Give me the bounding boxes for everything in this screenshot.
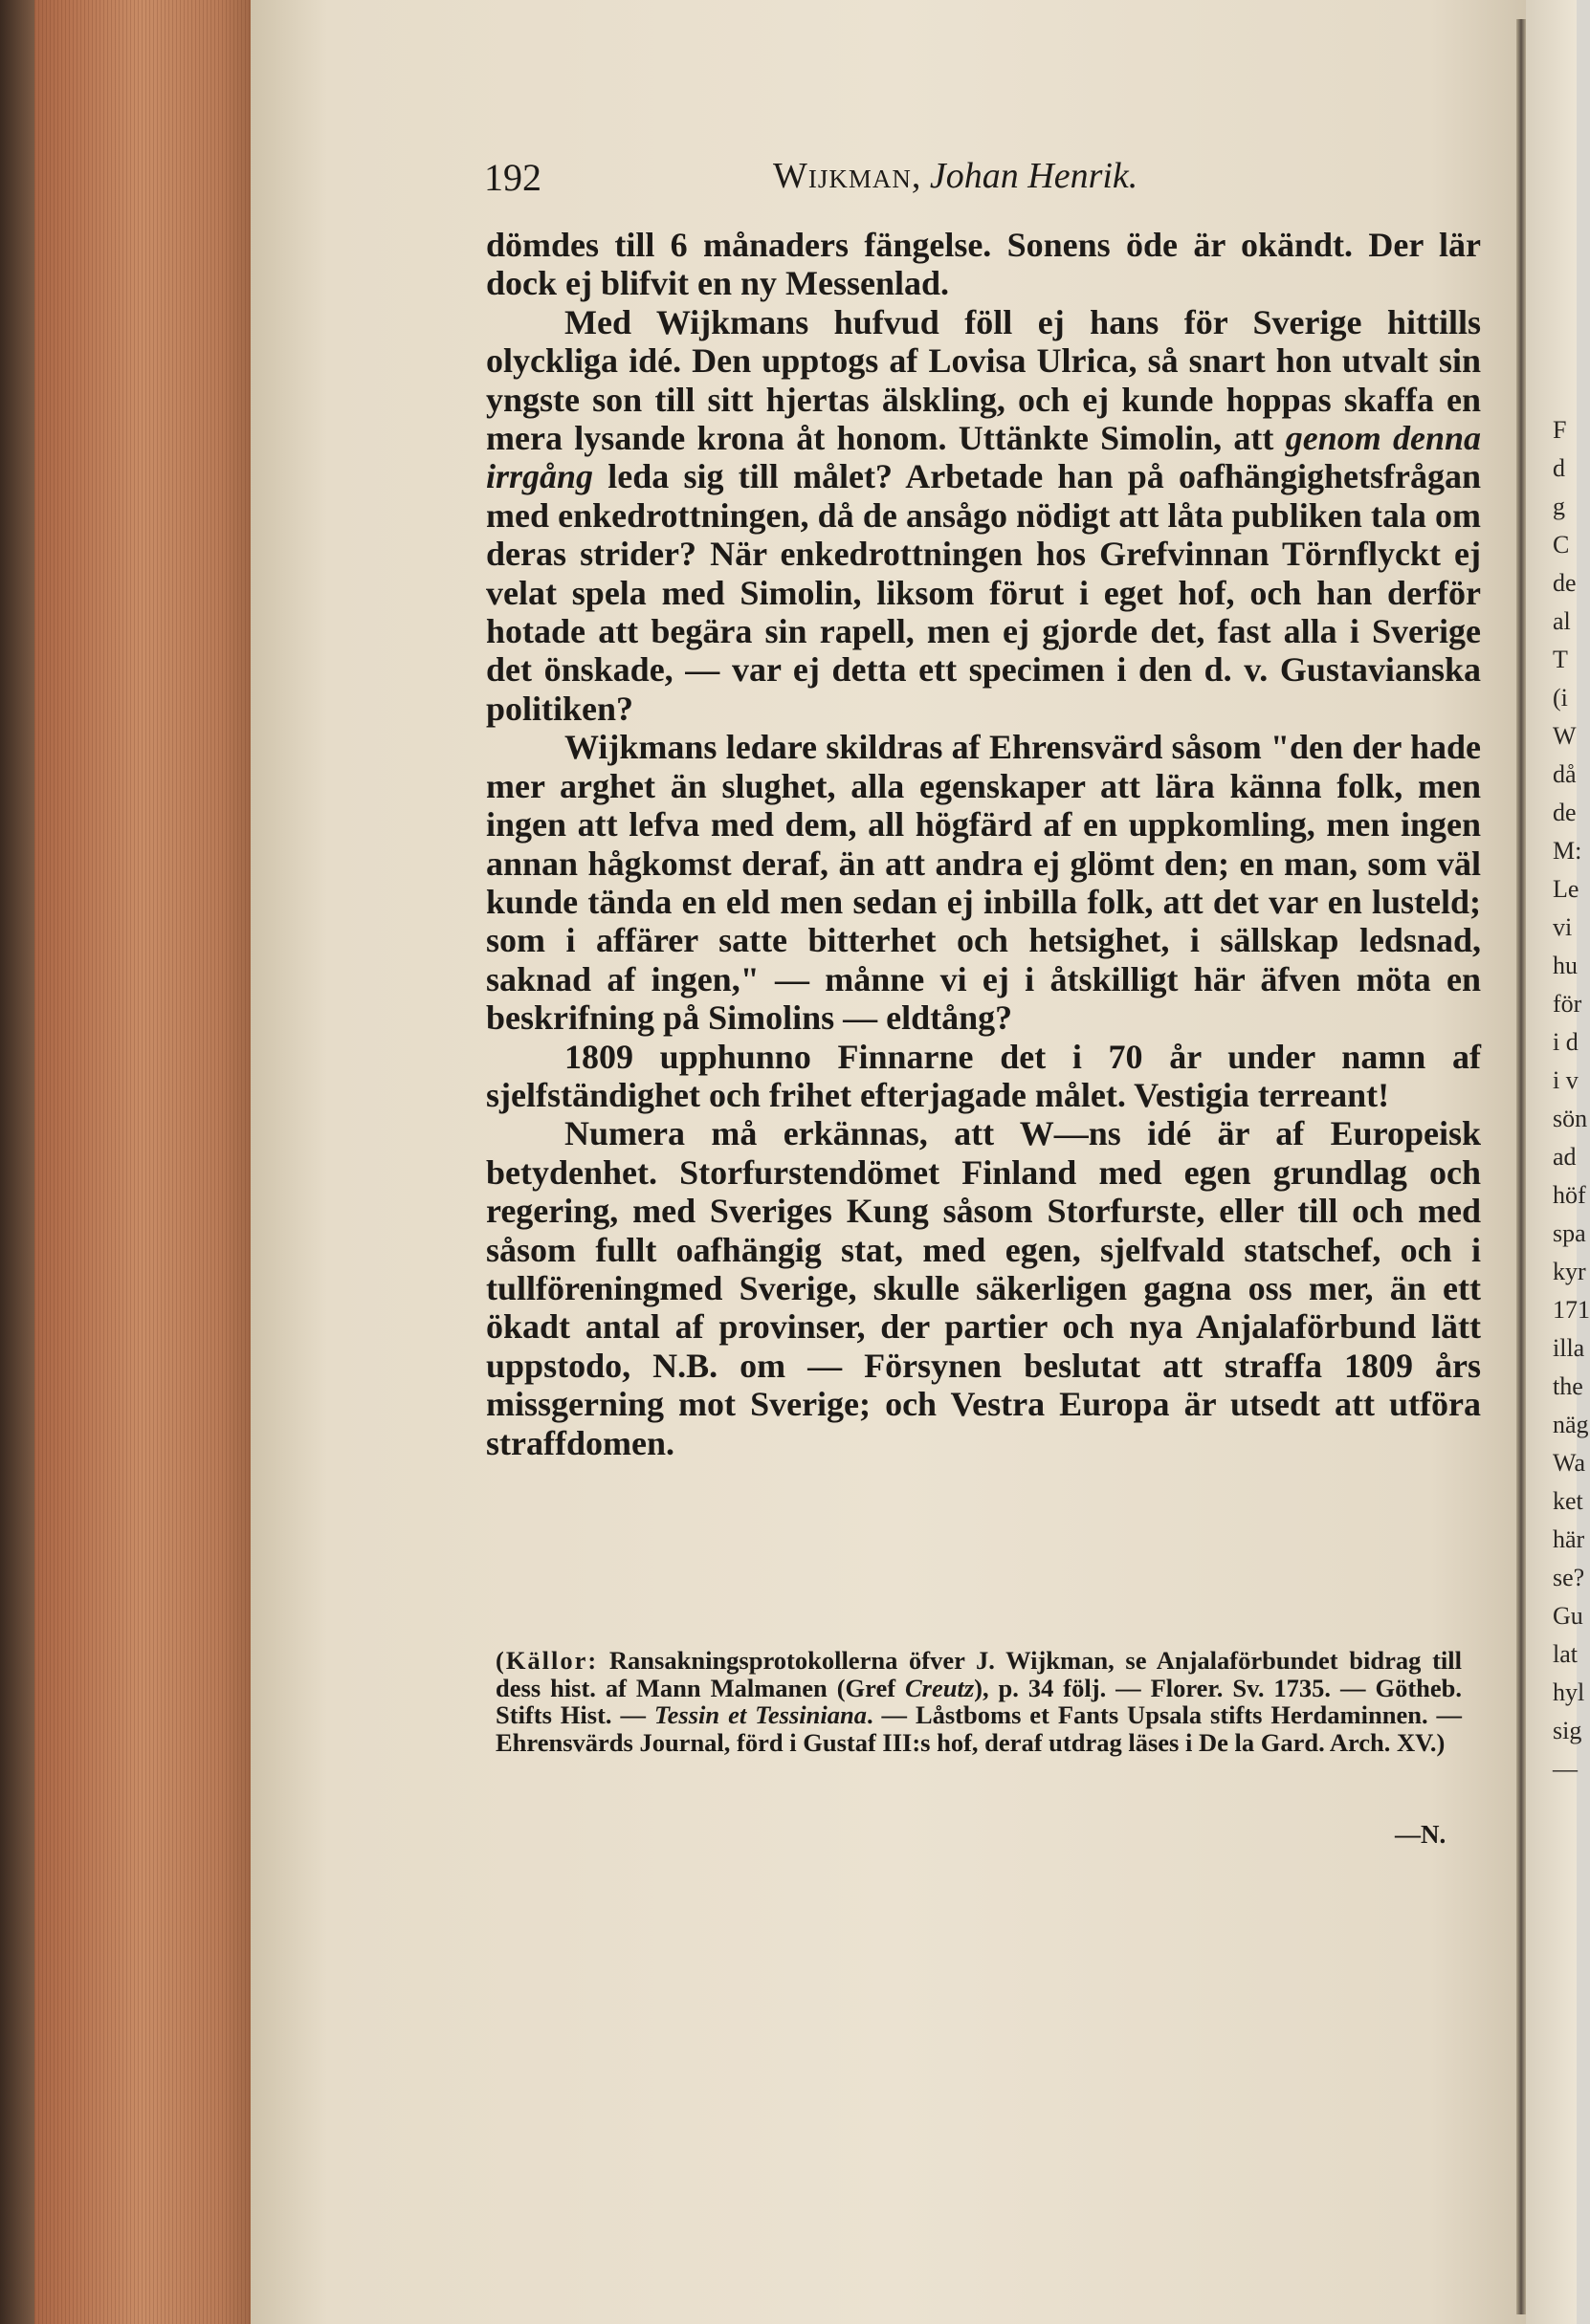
facing-page-fragment: W xyxy=(1553,722,1577,750)
given-names: Johan Henrik. xyxy=(929,156,1138,196)
page-number: 192 xyxy=(484,156,541,199)
paragraph-1: dömdes till 6 månaders fängelse. Sonens öde är okändt. Der lär dock ej blifvit en ny Messenlad. xyxy=(486,226,1481,303)
facing-page-fragment: vi xyxy=(1553,913,1573,941)
facing-page-fragment: F xyxy=(1553,416,1567,444)
facing-page-fragment: d xyxy=(1553,454,1565,482)
sources-italic-2: Tessin et Tessiniana xyxy=(653,1700,867,1729)
surname-rest: ijkman xyxy=(807,156,912,196)
facing-page-fragment: höf xyxy=(1553,1181,1586,1209)
book-page-edges xyxy=(0,0,258,2324)
sources-lead: (Källor: xyxy=(496,1646,599,1675)
book-gutter xyxy=(1516,19,1526,2314)
facing-page-fragment: M: xyxy=(1553,837,1582,865)
facing-page-fragment: här xyxy=(1553,1525,1585,1553)
facing-page-fragment: de xyxy=(1553,799,1577,826)
author-signature: —N. xyxy=(1395,1820,1446,1849)
facing-page-fragment: Gu xyxy=(1553,1602,1583,1630)
paragraph-2 xyxy=(486,303,1481,728)
facing-page-fragment: (i xyxy=(1553,684,1568,712)
facing-page-fragment: al xyxy=(1553,607,1571,635)
facing-page-fragment: se? xyxy=(1553,1564,1585,1591)
facing-page-fragment: illa xyxy=(1553,1334,1585,1362)
facing-page-fragment: i d xyxy=(1553,1028,1579,1056)
facing-page-fragment: spa xyxy=(1553,1219,1586,1247)
running-header xyxy=(484,155,1221,208)
sources-italic-1: Creutz xyxy=(904,1673,975,1702)
book-edge-shadow xyxy=(0,0,34,2324)
facing-page-fragment: hyl xyxy=(1553,1678,1585,1706)
paragraph-2-italic: genom denna irrgång xyxy=(486,419,1481,496)
facing-page-fragment: C xyxy=(1553,531,1570,559)
facing-page-fragment: de xyxy=(1553,569,1577,597)
facing-page-fragment: sig xyxy=(1553,1717,1582,1744)
facing-page-fragment: g xyxy=(1553,493,1565,520)
facing-page-fragment: T xyxy=(1553,646,1568,673)
facing-page-fragment: ad xyxy=(1553,1143,1577,1171)
facing-page-fragment: hu xyxy=(1553,952,1578,979)
facing-page-fragment: ket xyxy=(1553,1487,1583,1515)
paragraph-2-part-b: leda sig till målet? Arbetade han på oafhängighetsfrågan med enkedrottningen, då de ansågo nödigt att låta publiken tala om deras strider? När enkedrottningen hos Grefvinnan Törnflyckt ej velat spela med Simolin, liksom förut i eget hof, och han derför hotade att begära sin rapell, men ej gjorde det, fast alla i Sverige det önskade, — var ej detta ett specimen i den d. v. Gustavianska politiken? xyxy=(486,457,1481,728)
running-title: Wijkman, Johan Henrik. xyxy=(773,156,1138,196)
paragraph-5: Numera må erkännas, att W—ns idé är af Europeisk betydenhet. Storfurstendömet Finland med egen grundlag och regering, med Sveriges Kung såsom Storfurste, eller till och med såsom fullt oafhängig stat, med egen, sjelfvald statschef, och i tullföreningmed Sverige, skulle säkerligen gagna oss mer, än ett ökadt antal af provinser, der partier och nya Anjalaförbund lätt uppstodo, N.B. om — Försynen beslutat att straffa 1809 års missgerning mot Sverige; och Vestra Europa är utsedt att utföra straffdomen. xyxy=(486,1114,1481,1462)
facing-page-fragment: för xyxy=(1553,990,1582,1018)
paragraph-4: 1809 upphunno Finnarne det i 70 år under namn af sjelfständighet och frihet efterjagade målet. Vestigia terreant! xyxy=(486,1037,1481,1114)
sources-text-2: ), p. 34 följ. — Florer. Sv. 1735. — Götheb. Stifts Hist. — xyxy=(496,1673,1463,1729)
surname-initial: W xyxy=(773,156,808,196)
facing-page-fragment: Wa xyxy=(1553,1449,1585,1477)
sources-text-3: . — Låstboms et Fants Upsala stifts Herdaminnen. — Ehrensvärds Journal, förd i Gustaf III:s hof, deraf utdrag läses i De la Gard. Arch. XV.) xyxy=(496,1700,1463,1757)
facing-page-fragment: Le xyxy=(1553,875,1579,903)
sources-text-1: Ransakningsprotokollerna öfver J. Wijkman, se Anjalaförbundet bidrag till dess hist. af Mann Malmanen (Gref xyxy=(496,1646,1462,1702)
facing-page-fragment: 171 xyxy=(1553,1296,1590,1324)
sources-note xyxy=(496,1647,1462,1756)
facing-page-fragment: näg xyxy=(1553,1411,1589,1438)
facing-page-text xyxy=(1526,411,1590,1788)
paragraph-2-part-a: Med Wijkmans hufvud föll ej hans för Sverige hittills olyckliga idé. Den upptogs af Lovisa Ulrica, så snart hon utvalt sin yngste son till sitt hjertas älskling, och ej kunde hoppas skaffa en mera lysande krona åt honom. Uttänkte Simolin, att xyxy=(486,302,1481,458)
facing-page-fragment: the xyxy=(1553,1372,1583,1400)
paragraph-3: Wijkmans ledare skildras af Ehrensvärd såsom "den der hade mer arghet än slughet, alla egenskaper att lära känna folk, men ingen att lefva med dem, all högfärd af en uppkomling, men ingen annan hågkomst deraf, än att andra ej glömt den; en man, som väl kunde tända en eld men sedan ej inbilla folk, att det var en lusteld; som i affärer satte bitterhet och hetsighet, i sällskap ledsnad, saknad af ingen," — månne vi ej i åtskilligt här äfven möta en beskrifning på Simolins — eldtång? xyxy=(486,728,1481,1038)
facing-page-fragment: då xyxy=(1553,760,1577,788)
facing-page-fragment: lat xyxy=(1553,1640,1578,1668)
body-text xyxy=(486,226,1481,1462)
facing-page-fragment: sön xyxy=(1553,1105,1588,1132)
facing-page-fragment: i v xyxy=(1553,1066,1579,1094)
facing-page-fragment: kyr xyxy=(1553,1258,1586,1285)
facing-page-fragment: — xyxy=(1553,1755,1578,1783)
facing-page-sliver xyxy=(1526,0,1590,2324)
